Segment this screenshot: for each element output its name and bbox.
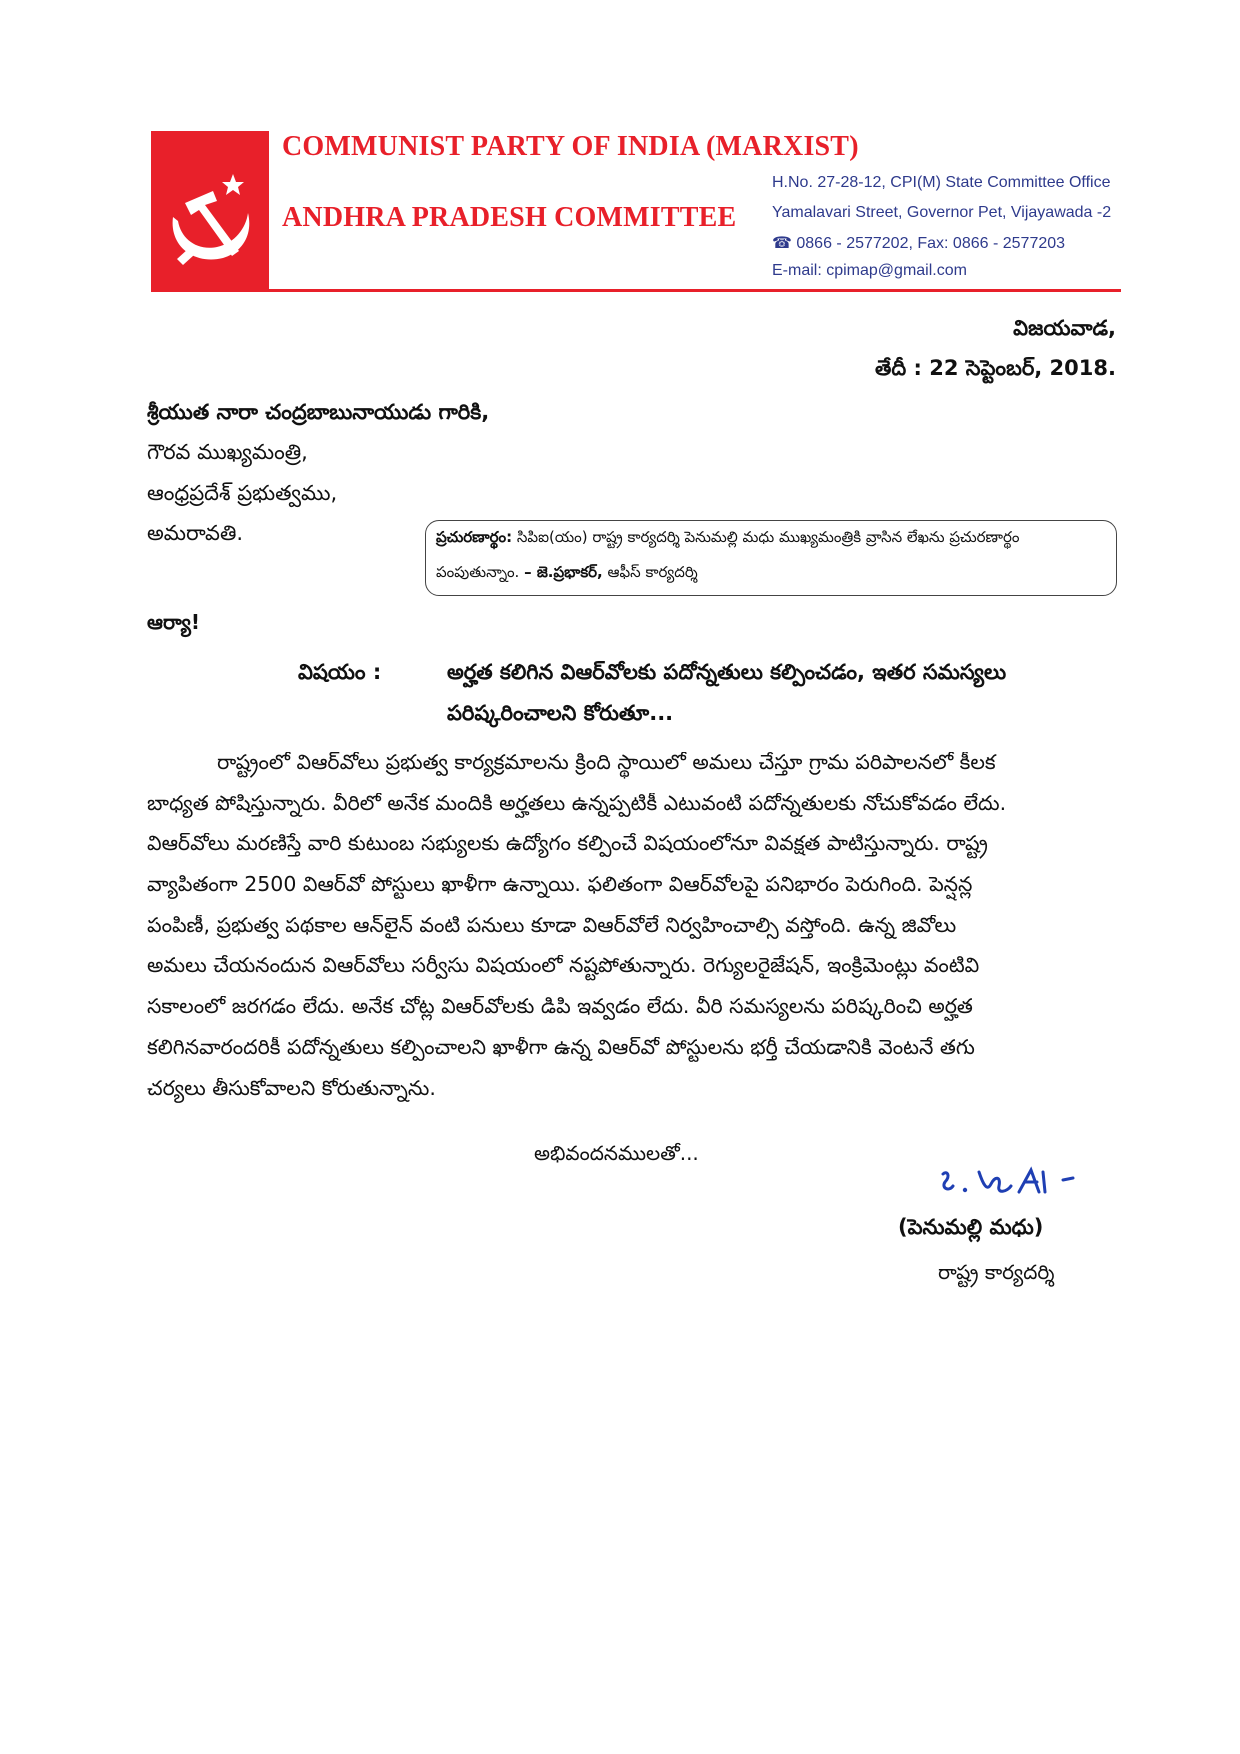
address-line-2: Yamalavari Street, Governor Pet, Vijayawada -2	[772, 204, 1112, 221]
subject-line-1: అర్హత కలిగిన విఆర్‌వోలకు పదోన్నతులు కల్పించడం, ఇతర సమస్యలు	[447, 660, 1007, 684]
signer-name: (పెనుమల్లి మధు)	[898, 1215, 1044, 1239]
body-line: పంపిణీ, ప్రభుత్వ పథకాల ఆన్‌లైన్ వంటి పనులు కూడా విఆర్‌వోలే నిర్వహించాల్సి వస్తోంది. ఉన్న జివోలు	[147, 914, 957, 937]
email-address: E-mail: cpimap@gmail.com	[772, 262, 967, 279]
letter-date: తేదీ : 22 సెప్టెంబర్, 2018.	[875, 356, 1116, 380]
letterhead-rule	[151, 289, 1121, 292]
signer-role: రాష్ట్ర కార్యదర్శి	[938, 1260, 1055, 1284]
org-name: COMMUNIST PARTY OF INDIA (MARXIST)	[282, 131, 859, 162]
letter-place: విజయవాడ,	[1013, 316, 1116, 340]
body-line: చర్యలు తీసుకోవాలని కోరుతున్నాను.	[147, 1077, 436, 1100]
body-line: బాధ్యత పోషిస్తున్నారు. వీరిలో అనేక మందికి అర్హతలు ఉన్నప్పటికీ ఎటువంటి పదోన్నతులకు నోచుకోవడం లేదు.	[147, 792, 1007, 815]
recipient-title: గౌరవ ముఖ్యమంత్రి,	[147, 440, 308, 464]
body-line: రాష్ట్రంలో విఆర్‌వోలు ప్రభుత్వ కార్యక్రమాలను క్రింది స్థాయిలో అమలు చేస్తూ గ్రామ పరిపాలనలో కీలక	[217, 752, 996, 774]
subject-line-2: పరిష్కరించాలని కోరుతూ...	[447, 701, 674, 725]
subject-label: విషయం :	[298, 660, 382, 684]
press-note-label: ప్రచురణార్థం:	[436, 528, 513, 546]
address-line-1: H.No. 27-28-12, CPI(M) State Committee Office	[772, 174, 1111, 191]
closing: అభివందనములతో...	[534, 1141, 699, 1165]
salutation: ఆర్యా!	[147, 610, 200, 634]
handwritten-signature	[935, 1162, 1115, 1204]
press-note-line-1	[436, 530, 1020, 545]
press-note-line-2	[436, 565, 698, 580]
press-note-signer: – జె.ప్రభాకర్,	[524, 563, 603, 581]
org-committee: ANDHRA PRADESH COMMITTEE	[282, 202, 737, 233]
recipient-government: ఆంధ్రప్రదేశ్ ప్రభుత్వము,	[147, 481, 338, 505]
press-note-signer-role: ఆఫీస్ కార్యదర్శి	[602, 563, 698, 581]
body-line: సకాలంలో జరగడం లేదు. అనేక చోట్ల విఆర్‌వోలకు డిపి ఇవ్వడం లేదు. వీరి సమస్యలను పరిష్కరించి అర్హత	[147, 996, 973, 1019]
hammer-sickle-star-icon	[151, 131, 269, 292]
body-line: విఆర్‌వోలు మరణిస్తే వారి కుటుంబ సభ్యులకు ఉద్యోగం కల్పించే విషయంలోనూ వివక్షత పాటిస్తున్నారు. రాష్ట్ర	[147, 833, 988, 856]
party-logo	[151, 131, 269, 292]
body-line: కలిగినవారందరికీ పదోన్నతులు కల్పించాలని ఖాళీగా ఉన్న విఆర్‌వో పోస్టులను భర్తీ చేయడానికి వెంటనే తగు	[147, 1036, 975, 1059]
body-line: అమలు చేయనందున విఆర్‌వోలు సర్వీసు విషయంలో నష్టపోతున్నారు. రెగ్యులరైజేషన్, ఇంక్రిమెంట్లు వంటివి	[147, 955, 980, 978]
recipient-name: శ్రీయుత నారా చంద్రబాబునాయుడు గారికి,	[147, 400, 490, 424]
body-paragraph	[147, 752, 1115, 1118]
press-note-text-2: పంపుతున్నాం.	[436, 563, 525, 581]
body-line: వ్యాపితంగా 2500 విఆర్‌వో పోస్టులు ఖాళీగా ఉన్నాయి. ఫలితంగా విఆర్‌వోలపై పనిభారం పెరుగింది. పెన్షన్ల	[147, 874, 973, 897]
press-note-text-1: సిపిఐ(యం) రాష్ట్ర కార్యదర్శి పెనుమల్లి మధు ముఖ్యమంత్రికి వ్రాసిన లేఖను ప్రచురణార్థం	[512, 528, 1020, 546]
recipient-city: అమరావతి.	[147, 521, 244, 545]
phone-fax: ☎ 0866 - 2577202, Fax: 0866 - 2577203	[772, 235, 1066, 252]
